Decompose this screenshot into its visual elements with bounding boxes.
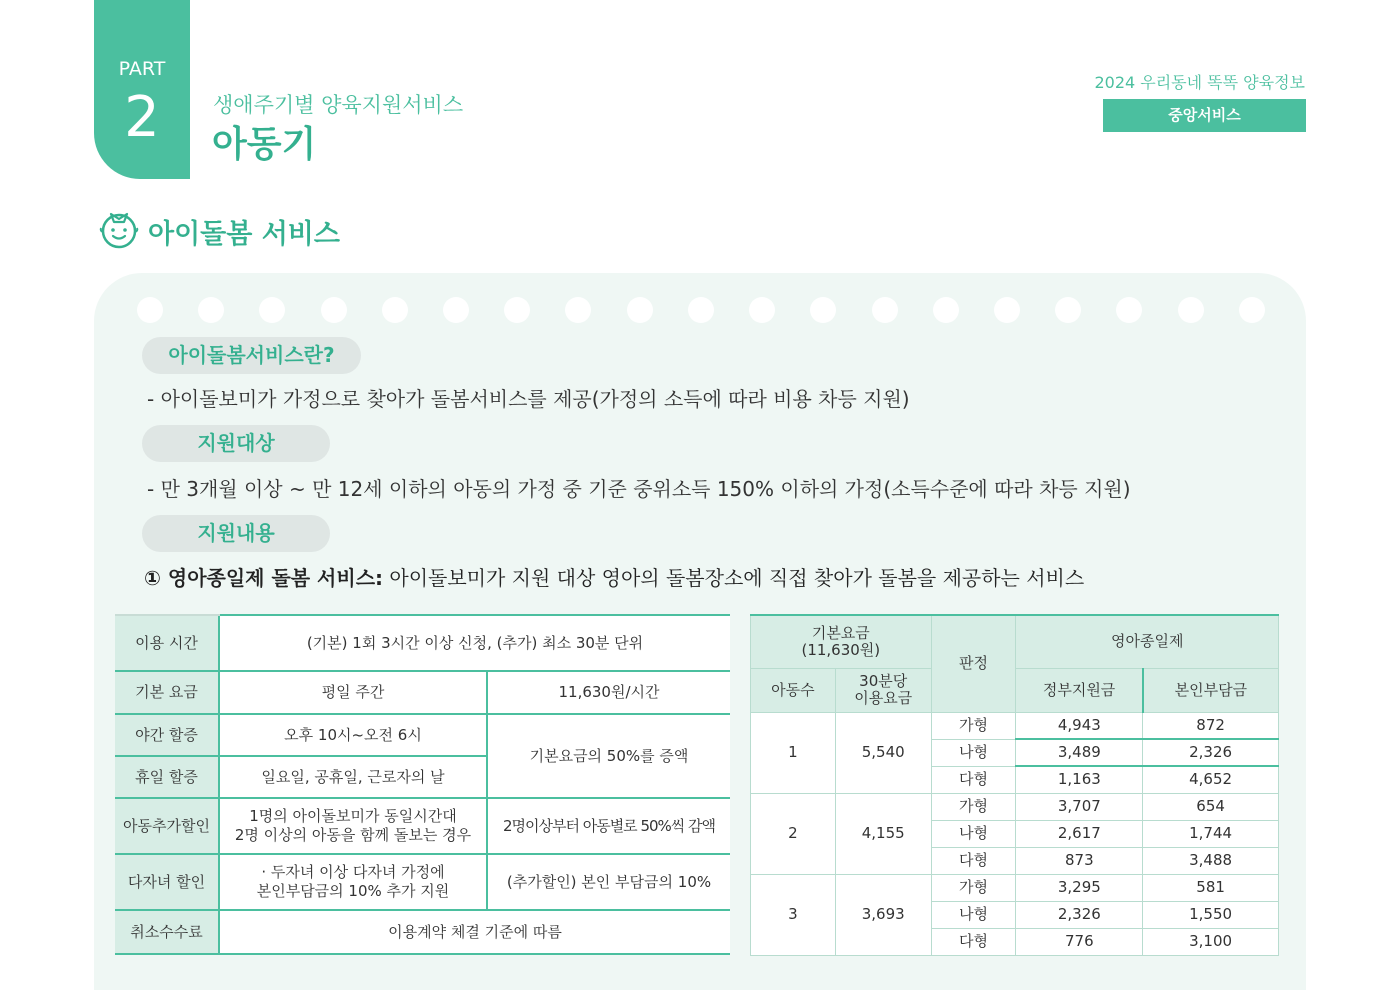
table-header-row [751,615,1279,668]
header-gov-support: 정부지원금 [1016,668,1143,712]
self-cell: 1,744 [1143,820,1279,847]
table-cell [219,854,487,910]
row-label: 야간 할증 [115,714,219,756]
binder-hole [1055,297,1081,323]
type-cell: 나형 [931,820,1016,847]
page-subtitle: 생애주기별 양육지원서비스 [213,93,464,117]
page-title: 아동기 [212,124,317,165]
self-cell: 581 [1143,874,1279,901]
table-row [115,615,730,671]
binder-hole [872,297,898,323]
part-label: PART [118,58,166,80]
target-text: - 만 3개월 이상 ~ 만 12세 이하의 아동의 가정 중 기준 중위소득 150% 이하의 가정(소득수준에 따라 차등 지원) [147,477,1131,501]
binder-hole [137,297,163,323]
cell-line: 본인부담금의 10% 추가 지원 [256,882,450,900]
binder-hole [688,297,714,323]
table-row [751,712,1279,739]
row-label: 휴일 할증 [115,756,219,798]
table-row [115,714,730,756]
binder-hole [382,297,408,323]
header-line: 기본요금 [811,623,870,642]
child-count-cell: 1 [751,712,836,793]
self-cell: 4,652 [1143,766,1279,793]
cell-line: 2명 이상의 아동을 함께 돌보는 경우 [234,826,472,844]
content-label: 지원내용 [142,515,330,552]
fee-cell: 3,693 [835,874,931,955]
table-cell [219,798,487,854]
type-cell: 나형 [931,901,1016,928]
service-heading-bold: ① 영아종일제 돌봄 서비스: [144,566,384,590]
gov-cell: 776 [1016,928,1143,955]
service-heading-text: 아이돌보미가 지원 대상 영아의 돌봄장소에 직접 찾아가 돌봄을 제공하는 서비스 [383,566,1085,590]
type-cell: 나형 [931,739,1016,766]
type-cell: 가형 [931,793,1016,820]
header-judgement: 판정 [931,615,1016,712]
about-label: 아이돌봄서비스란? [142,337,361,374]
brand-text: 2024 우리동네 똑똑 양육정보 [1094,73,1305,92]
binder-hole [627,297,653,323]
gov-cell: 4,943 [1016,712,1143,739]
header-line: 이용요금 [854,689,913,707]
part-tab [94,0,190,179]
binder-holes [137,297,1267,323]
target-label: 지원대상 [142,425,330,462]
binder-hole [443,297,469,323]
header-program: 영아종일제 [1016,615,1279,668]
fee-cell: 5,540 [835,712,931,793]
binder-hole [321,297,347,323]
table-row [115,910,730,954]
table-cell: 일요일, 공휴일, 근로자의 날 [219,756,487,798]
binder-hole [565,297,591,323]
section-title: 아이돌봄 서비스 [148,219,340,250]
gov-cell: 873 [1016,847,1143,874]
header-base-fee [751,615,932,668]
table-cell: 이용계약 체결 기준에 따름 [219,910,730,954]
table-row [751,793,1279,820]
gov-cell: 3,489 [1016,739,1143,766]
fee-cell: 4,155 [835,793,931,874]
table-cell: 오후 10시~오전 6시 [219,714,487,756]
fee-table [115,614,730,955]
type-cell: 다형 [931,847,1016,874]
binder-hole [810,297,836,323]
type-cell: 가형 [931,874,1016,901]
binder-hole [504,297,530,323]
baby-face-icon [97,206,141,250]
binder-hole [259,297,285,323]
subsidy-table [750,614,1279,956]
header-child-count: 아동수 [751,668,836,712]
part-number: 2 [124,85,160,150]
table-cell: 11,630원/시간 [487,671,730,714]
table-cell: (기본) 1회 3시간 이상 신청, (추가) 최소 30분 단위 [219,615,730,671]
self-cell: 1,550 [1143,901,1279,928]
gov-cell: 2,326 [1016,901,1143,928]
self-cell: 3,100 [1143,928,1279,955]
header-self-pay: 본인부담금 [1143,668,1279,712]
type-cell: 가형 [931,712,1016,739]
table-cell: 기본요금의 50%를 증액 [487,714,730,798]
cell-line: 1명의 아이돌보미가 동일시간대 [249,807,457,825]
header-line: (11,630원) [801,640,881,659]
type-cell: 다형 [931,766,1016,793]
cell-line: · 두자녀 이상 다자녀 가정에 [261,863,445,881]
binder-hole [994,297,1020,323]
header-line: 30분당 [859,672,908,690]
gov-cell: 2,617 [1016,820,1143,847]
self-cell: 654 [1143,793,1279,820]
category-badge: 중앙서비스 [1103,99,1306,132]
table-cell: (추가할인) 본인 부담금의 10% [487,854,730,910]
row-label: 다자녀 할인 [115,854,219,910]
table-cell: 2명이상부터 아동별로 50%씩 감액 [487,798,730,854]
gov-cell: 3,295 [1016,874,1143,901]
binder-hole [198,297,224,323]
table-row [751,874,1279,901]
gov-cell: 3,707 [1016,793,1143,820]
self-cell: 872 [1143,712,1279,739]
table-row [115,671,730,714]
row-label: 취소수수료 [115,910,219,954]
about-text: - 아이돌보미가 가정으로 찾아가 돌봄서비스를 제공(가정의 소득에 따라 비용 차등 지원) [147,387,910,411]
header-per30 [835,668,931,712]
service-heading [144,562,1084,591]
row-label: 기본 요금 [115,671,219,714]
table-row [115,798,730,854]
self-cell: 2,326 [1143,739,1279,766]
binder-hole [1178,297,1204,323]
table-cell: 평일 주간 [219,671,487,714]
child-count-cell: 2 [751,793,836,874]
binder-hole [933,297,959,323]
row-label: 아동추가할인 [115,798,219,854]
row-label: 이용 시간 [115,615,219,671]
type-cell: 다형 [931,928,1016,955]
child-count-cell: 3 [751,874,836,955]
binder-hole [749,297,775,323]
binder-hole [1116,297,1142,323]
table-row [115,854,730,910]
gov-cell: 1,163 [1016,766,1143,793]
self-cell: 3,488 [1143,847,1279,874]
binder-hole [1239,297,1265,323]
